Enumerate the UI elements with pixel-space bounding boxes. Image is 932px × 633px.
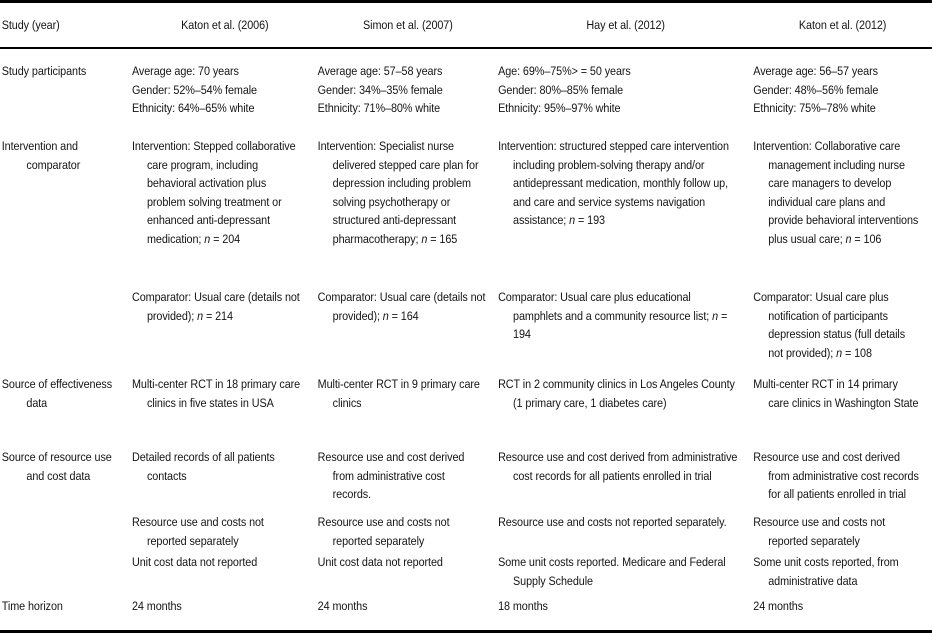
column-header-hay-2012: Hay et al. (2012): [586, 17, 665, 32]
cell-resource-p3-hay-2012: [498, 553, 753, 597]
cell-comparator-simon-2007: [318, 288, 498, 375]
participant-line: Ethnicity: 95%–97% white: [498, 101, 621, 115]
row-label-text: Study participants: [1, 64, 87, 78]
row-label-text: Source of effectiveness data: [1, 377, 113, 410]
resource-text: Some unit costs reported, from administrative data: [753, 555, 899, 588]
cell-intervention-simon-2007: [318, 137, 498, 288]
participant-line: Ethnicity: 64%–65% white: [132, 101, 255, 115]
row-intervention: [0, 137, 932, 288]
resource-text: Detailed records of all patients contacts: [132, 450, 275, 483]
participant-line: Ethnicity: 71%–80% white: [317, 101, 441, 115]
row-resource-cost-p1: [0, 448, 932, 513]
cell-participants-katon-2012: [753, 62, 932, 137]
cell-time-horizon-simon-2007: [318, 597, 498, 630]
row-label-empty: [0, 553, 132, 597]
row-time-horizon: [0, 597, 932, 630]
resource-text: Resource use and costs not reported separately: [317, 515, 450, 548]
row-label-empty: [0, 513, 132, 553]
effectiveness-text: Multi-center RCT in 18 primary care clinics in five states in USA: [132, 377, 301, 410]
row-label-text: Source of resource use and cost data: [1, 450, 112, 483]
cell-time-horizon-katon-2012: [753, 597, 932, 630]
cell-resource-p3-katon-2012: [753, 553, 932, 597]
cell-comparator-katon-2006: [132, 288, 318, 375]
resource-text: Resource use and cost derived from administrative cost records for all patients enrolled in trial: [498, 450, 738, 483]
intervention-text: Intervention: Stepped collaborative care program, including behavioral activation plus problem solving treatment or enhanced anti-depressant medication; n = 204: [132, 139, 296, 246]
cell-time-horizon-katon-2006: [132, 597, 318, 630]
participant-line: Gender: 48%–56% female: [753, 82, 879, 97]
effectiveness-text: Multi-center RCT in 9 primary care clinics: [317, 377, 480, 410]
cell-effectiveness-katon-2012: [753, 375, 932, 448]
participant-line: Gender: 52%–54% female: [132, 82, 258, 97]
cell-comparator-katon-2012: [753, 288, 932, 375]
cell-intervention-katon-2006: [132, 137, 318, 288]
cell-resource-p1-simon-2007: [318, 448, 498, 513]
cell-comparator-hay-2012: [498, 288, 753, 375]
column-header-simon-2007: Simon et al. (2007): [363, 17, 453, 32]
cell-participants-hay-2012: [498, 62, 753, 137]
participant-line: Gender: 80%–85% female: [498, 82, 624, 97]
intervention-text: Intervention: Collaborative care management including nurse care managers to develop individual care plans and provide behavioral interventions plus usual care; n = 106: [753, 139, 919, 246]
participant-line: Average age: 70 years: [132, 64, 239, 78]
effectiveness-text: Multi-center RCT in 14 primary care clinics in Washington State: [753, 377, 919, 410]
participant-line: Ethnicity: 75%–78% white: [753, 101, 876, 115]
row-label-study-participants: [0, 62, 132, 137]
resource-text: Unit cost data not reported: [132, 555, 258, 569]
cell-participants-katon-2006: [132, 62, 318, 137]
row-comparator: [0, 288, 932, 375]
time-horizon-value: 24 months: [317, 599, 368, 613]
effectiveness-text: RCT in 2 community clinics in Los Angeles County (1 primary care, 1 diabetes care): [498, 377, 735, 410]
comparator-text: Comparator: Usual care plus notification of participants depression status (full details not provided); n = 108: [753, 290, 906, 360]
intervention-text: Intervention: Specialist nurse delivered stepped care plan for depression including problem solving psychotherapy or structured anti-depressant pharmacotherapy; n = 165: [317, 139, 479, 246]
cell-time-horizon-hay-2012: [498, 597, 753, 630]
participant-line: Gender: 34%–35% female: [317, 82, 443, 97]
time-horizon-value: 18 months: [498, 599, 548, 613]
resource-text: Resource use and costs not reported separately: [132, 515, 264, 548]
row-resource-cost-p2: [0, 513, 932, 553]
row-label-effectiveness: [0, 375, 132, 448]
intervention-text: Intervention: structured stepped care intervention including problem-solving therapy and/or antidepressant medication, monthly follow up, and care and service systems navigation assistance; n = 193: [498, 139, 729, 227]
participant-line: Average age: 56–57 years: [753, 64, 878, 78]
cell-resource-p1-katon-2006: [132, 448, 318, 513]
resource-text: Resource use and costs not reported separately.: [498, 515, 727, 529]
cell-resource-p1-hay-2012: [498, 448, 753, 513]
row-label-empty: [0, 288, 132, 375]
cell-resource-p2-hay-2012: [498, 513, 753, 553]
cell-resource-p3-simon-2007: [318, 553, 498, 597]
cell-effectiveness-hay-2012: [498, 375, 753, 448]
cell-effectiveness-katon-2006: [132, 375, 318, 448]
cell-intervention-katon-2012: [753, 137, 932, 288]
row-resource-cost-p3: [0, 553, 932, 597]
row-effectiveness-data: [0, 375, 932, 448]
column-header-study-year: Study (year): [1, 17, 60, 32]
row-study-participants: [0, 49, 932, 137]
row-label-intervention-comparator: [0, 137, 132, 288]
row-label-text: Time horizon: [1, 599, 63, 613]
cell-resource-p2-simon-2007: [318, 513, 498, 553]
resource-text: Resource use and cost derived from administrative cost records.: [317, 450, 465, 501]
cell-resource-p1-katon-2012: [753, 448, 932, 513]
cell-intervention-hay-2012: [498, 137, 753, 288]
participant-line: Average age: 57–58 years: [317, 64, 443, 78]
time-horizon-value: 24 months: [753, 599, 804, 613]
cell-participants-simon-2007: [318, 62, 498, 137]
participant-line: Age: 69%–75%> = 50 years: [498, 64, 631, 78]
resource-text: Unit cost data not reported: [317, 555, 443, 569]
cell-resource-p2-katon-2012: [753, 513, 932, 553]
table-header-row: [0, 3, 932, 49]
comparator-text: Comparator: Usual care (details not provided); n = 164: [317, 290, 486, 323]
cell-effectiveness-simon-2007: [318, 375, 498, 448]
cell-resource-p2-katon-2006: [132, 513, 318, 553]
column-header-katon-2006: Katon et al. (2006): [181, 17, 269, 32]
comparator-text: Comparator: Usual care (details not provided); n = 214: [132, 290, 300, 323]
row-label-resource-cost: [0, 448, 132, 513]
time-horizon-value: 24 months: [132, 599, 182, 613]
cell-resource-p3-katon-2006: [132, 553, 318, 597]
comparator-text: Comparator: Usual care plus educational pamphlets and a community resource list; n = 194: [498, 290, 728, 341]
resource-text: Resource use and costs not reported separately: [753, 515, 886, 548]
resource-text: Resource use and cost derived from administrative cost records for all patients enrolled in trial: [753, 450, 919, 501]
row-label-text: Intervention and comparator: [1, 139, 81, 172]
row-label-time-horizon: [0, 597, 132, 630]
column-header-katon-2012: Katon et al. (2012): [798, 17, 887, 32]
resource-text: Some unit costs reported. Medicare and Federal Supply Schedule: [498, 555, 726, 588]
